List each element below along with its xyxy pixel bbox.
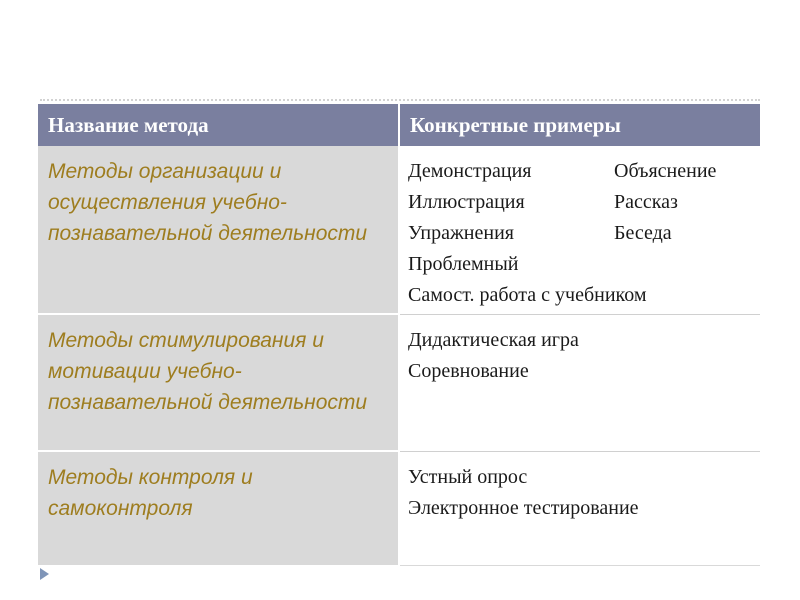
example-item: Самост. работа с учебником xyxy=(408,284,647,306)
example-pair xyxy=(408,156,754,187)
example-item: Иллюстрация xyxy=(408,191,525,213)
example-pair xyxy=(408,187,754,218)
example-pair xyxy=(408,218,754,249)
header-examples: Конкретные примеры xyxy=(399,104,760,146)
example-item: Устный опрос xyxy=(408,465,528,488)
example-item: Электронное тестирование xyxy=(408,496,639,519)
example-item: Упражнения xyxy=(408,222,514,244)
example-item: Рассказ xyxy=(614,191,678,213)
table-row xyxy=(38,146,760,314)
dotted-divider xyxy=(40,99,760,101)
example-item: Беседа xyxy=(614,222,672,244)
examples-cell xyxy=(399,146,760,314)
table-header-row xyxy=(38,104,760,146)
methods-table xyxy=(38,104,760,566)
table-row xyxy=(38,314,760,451)
header-method-name: Название метода xyxy=(38,104,399,146)
example-item: Демонстрация xyxy=(408,160,532,182)
example-item: Проблемный xyxy=(408,253,519,275)
example-item: Объяснение xyxy=(614,160,717,182)
examples-cell xyxy=(399,314,760,451)
table-row xyxy=(38,451,760,565)
example-item: Дидактическая игра xyxy=(408,328,579,351)
triangle-right-icon[interactable] xyxy=(40,568,49,580)
method-cell: Методы организации и осуществления учебно-познавательной деятельности xyxy=(38,146,399,314)
example-item: Соревнование xyxy=(408,359,529,382)
method-cell: Методы стимулирования и мотивации учебно-познавательной деятельности xyxy=(38,314,399,451)
method-cell: Методы контроля и самоконтроля xyxy=(38,451,399,565)
examples-cell xyxy=(399,451,760,565)
